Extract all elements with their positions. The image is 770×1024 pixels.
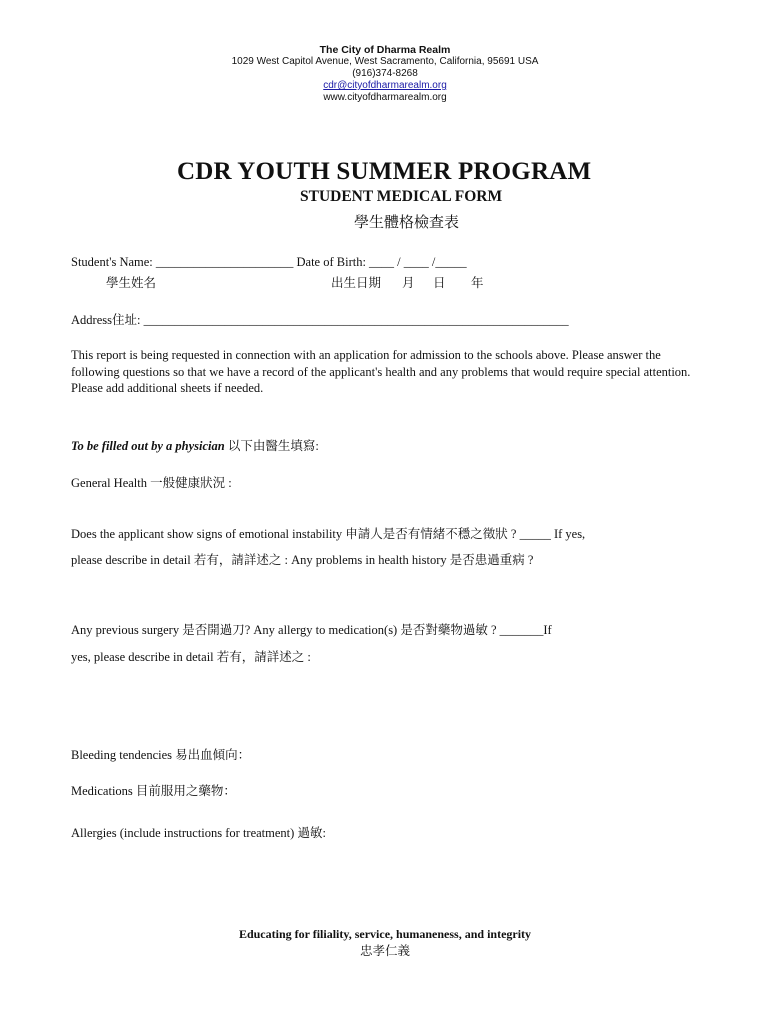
physician-instruction xyxy=(71,436,319,454)
emotional-question-line1: Does the applicant show signs of emotional instability 申請人是否有情緒不穩之徵狀 ? _____ If yes, xyxy=(71,527,586,541)
physician-label: To be filled out by a physician xyxy=(71,439,225,453)
student-name-dob-line: Student's Name: ______________________ Date of Birth: ____ / ____ /_____ xyxy=(71,255,467,269)
intro-paragraph: This report is being requested in connection with an application for admission to the schools above. Please answer the following questions so that we have a record of the applicant's health and any problems that would require special attention. Please add additional sheets if needed. xyxy=(71,348,691,395)
org-address: 1029 West Capitol Avenue, West Sacramento, California, 95691 USA xyxy=(231,56,539,67)
org-email-link[interactable]: cdr@cityofdharmarealm.org xyxy=(323,80,447,91)
form-subtitle: STUDENT MEDICAL FORM xyxy=(300,188,503,205)
org-name: The City of Dharma Realm xyxy=(319,44,451,56)
footer-motto: Educating for filiality, service, humaneness, and integrity xyxy=(238,927,532,941)
month-chinese: 月 xyxy=(402,276,415,290)
form-title: CDR YOUTH SUMMER PROGRAM xyxy=(177,158,592,185)
emotional-question-line2: please describe in detail 若有，請詳述之 : Any problems in health history 是否患過重病 ? xyxy=(71,553,534,567)
general-health-question: General Health 一般健康狀況 : xyxy=(71,476,232,490)
address-line: Address住址: ____________________________________________________________________ xyxy=(71,313,569,327)
footer-motto-chinese: 忠孝仁義 xyxy=(359,944,410,958)
physician-label-chinese: 以下由醫生填寫: xyxy=(227,439,319,453)
dob-chinese: 出生日期 xyxy=(331,276,382,290)
student-name-chinese: 學生姓名 xyxy=(106,276,157,290)
form-subtitle-chinese: 學生體格檢查表 xyxy=(354,215,460,231)
surgery-allergy-question-line2: yes, please describe in detail 若有，請詳述之 : xyxy=(71,650,311,664)
bleeding-question: Bleeding tendencies 易出血傾向： xyxy=(71,748,251,762)
allergies-question: Allergies (include instructions for treatment) 過敏: xyxy=(71,826,326,840)
year-chinese: 年 xyxy=(471,276,484,290)
org-website: www.cityofdharmarealm.org xyxy=(323,92,447,103)
surgery-allergy-question-line1: Any previous surgery 是否開過刀? Any allergy to medication(s) 是否對藥物過敏 ? _______If xyxy=(71,623,552,637)
medications-question: Medications 目前服用之藥物： xyxy=(71,784,236,798)
org-phone: (916)374-8268 xyxy=(352,68,418,79)
day-chinese: 日 xyxy=(433,276,446,290)
